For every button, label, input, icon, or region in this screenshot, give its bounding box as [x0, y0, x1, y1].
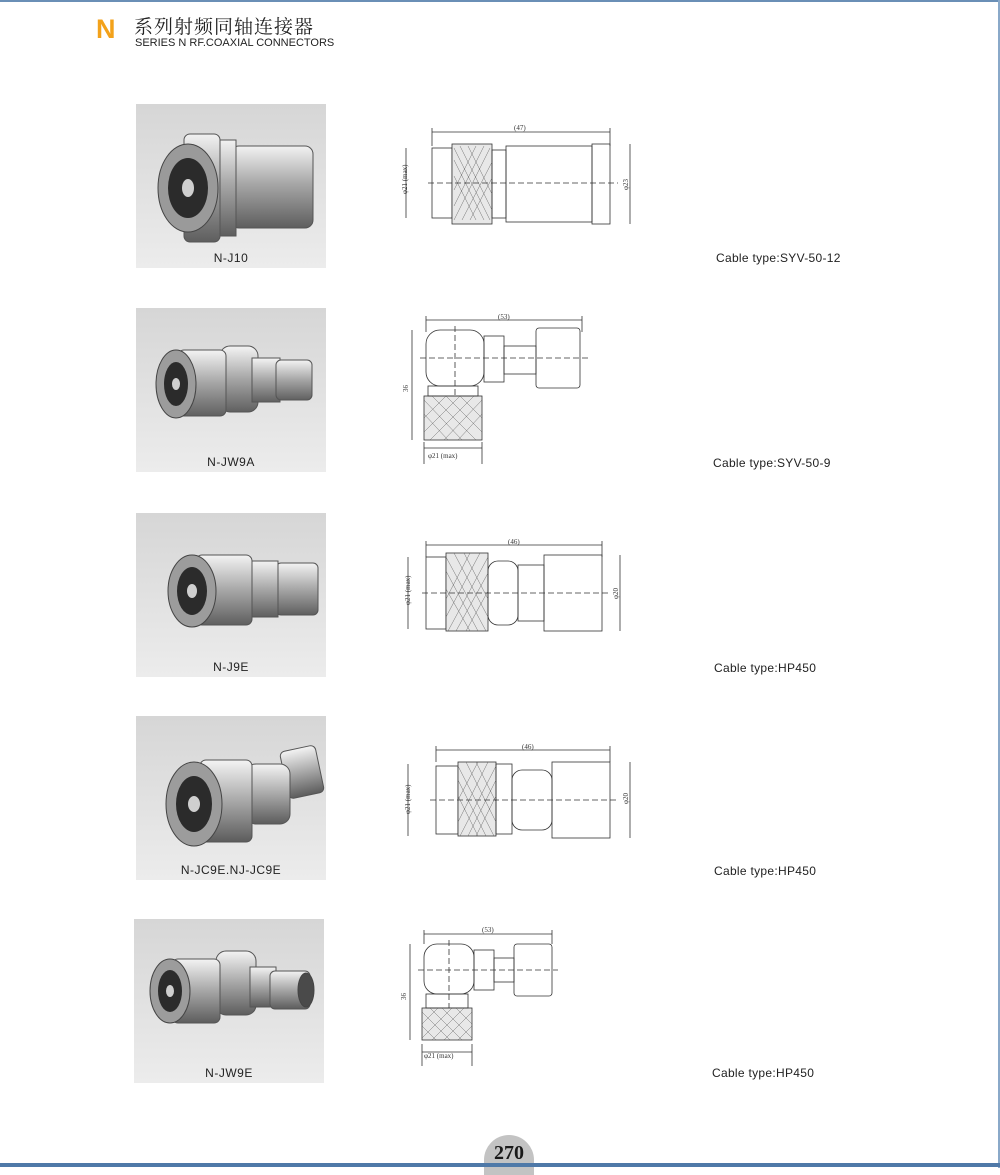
- dim-diameter-left: φ21 (max): [404, 784, 412, 814]
- dim-diameter-bottom: φ21 (max): [428, 452, 458, 460]
- model-label: N-JC9E.NJ-JC9E: [180, 863, 282, 877]
- top-border: [0, 0, 1000, 2]
- page-title-en: SERIES N RF.COAXIAL CONNECTORS: [135, 37, 335, 49]
- drawing-n-jc9e: [398, 738, 638, 842]
- right-angle-connector-image: [134, 919, 324, 1083]
- dim-height: 36: [402, 385, 410, 392]
- dim-diameter-bottom: φ21 (max): [424, 1052, 454, 1060]
- model-label: N-JW9E: [205, 1066, 253, 1080]
- dim-length: (53): [482, 926, 494, 934]
- series-logo: N: [96, 14, 116, 44]
- model-label: N-J9E: [213, 660, 249, 674]
- product-photo-n-j10: [136, 104, 326, 268]
- model-label: N-JW9A: [207, 455, 255, 469]
- dim-length: (47): [514, 124, 526, 132]
- straight-connector-image: [136, 104, 326, 268]
- drawing-n-jw9a: [398, 310, 598, 465]
- page-title-cn: 系列射频同轴连接器: [134, 16, 315, 38]
- dim-diameter-left: φ21 (max): [401, 164, 409, 194]
- cable-type: Cable type:SYV-50-12: [716, 251, 841, 265]
- product-photo-n-jc9e: [136, 716, 326, 880]
- product-photo-n-jw9a: [136, 308, 326, 472]
- dim-length: (53): [498, 313, 510, 321]
- dim-diameter-left: φ21 (max): [404, 575, 412, 605]
- dim-length: (46): [508, 538, 520, 546]
- drawing-n-j10: [398, 120, 648, 232]
- product-photo-n-j9e: [136, 513, 326, 677]
- cable-type: Cable type:SYV-50-9: [713, 456, 831, 470]
- cable-type: Cable type:HP450: [714, 864, 817, 878]
- drawing-n-jw9e: [396, 920, 576, 1070]
- straight-connector-image: [136, 716, 326, 880]
- dim-height: 36: [400, 993, 408, 1000]
- dim-diameter-right: φ23: [622, 178, 630, 190]
- dim-diameter-right: φ20: [622, 792, 630, 804]
- drawing-n-j9e: [398, 535, 638, 635]
- dim-diameter-right: φ20: [612, 587, 620, 599]
- page-number: 270: [494, 1142, 524, 1164]
- cable-type: Cable type:HP450: [712, 1066, 815, 1080]
- dim-length: (46): [522, 743, 534, 751]
- right-angle-connector-image: [136, 308, 326, 472]
- straight-connector-image: [136, 513, 326, 677]
- product-photo-n-jw9e: [134, 919, 324, 1083]
- cable-type: Cable type:HP450: [714, 661, 817, 675]
- model-label: N-J10: [213, 251, 249, 265]
